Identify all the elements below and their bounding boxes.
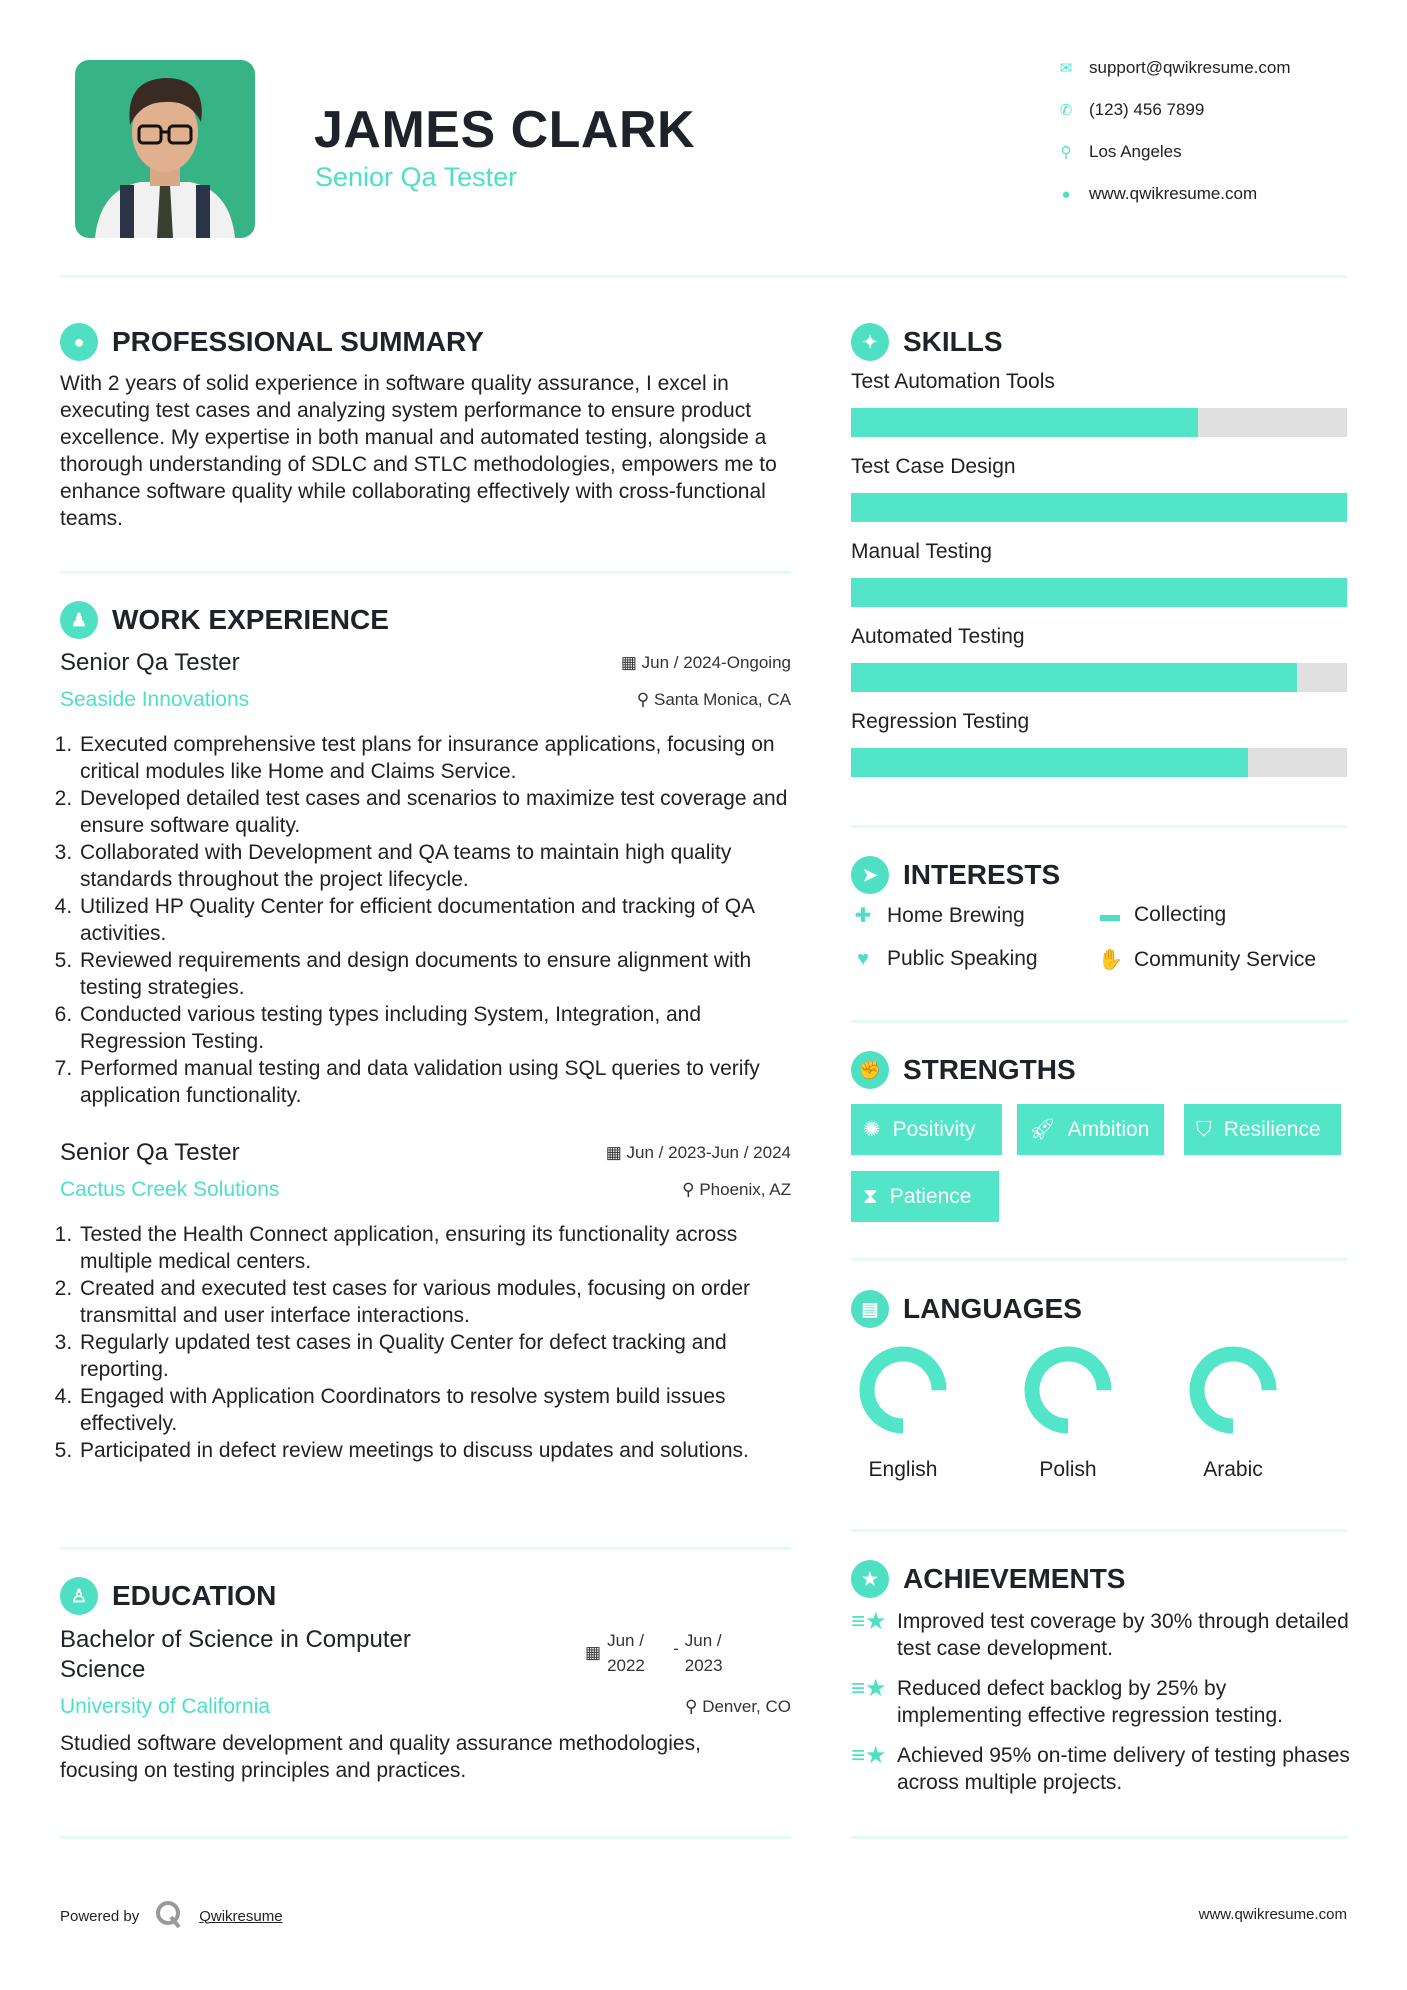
paper-plane-icon: ➤ <box>851 856 889 894</box>
star-icon: ≡★ <box>851 1675 887 1702</box>
sun-icon: ✺ <box>863 1118 881 1141</box>
divider <box>851 1020 1347 1023</box>
list-item: 5. Participated in defect review meetings to discuss updates and solutions. <box>78 1437 791 1464</box>
interest-item <box>851 947 1038 971</box>
divider <box>60 1836 791 1839</box>
archive-box-icon: ▬ <box>1100 903 1120 926</box>
skill-bar <box>851 408 1347 437</box>
skill-bar <box>851 493 1347 522</box>
interest-label: Public Speaking <box>887 947 1038 970</box>
job-entry <box>60 648 791 1109</box>
list-item: 4. Engaged with Application Coordinators to resolve system build issues effectively. <box>78 1383 791 1437</box>
skill-bar <box>851 748 1347 777</box>
skill-label: Manual Testing <box>851 540 992 563</box>
email-text: support@qwikresume.com <box>1089 58 1291 77</box>
skill-bar <box>851 663 1347 692</box>
contact-email[interactable] <box>1056 58 1291 78</box>
achievements-heading-text: ACHIEVEMENTS <box>903 1563 1126 1594</box>
interests-heading-text: INTERESTS <box>903 859 1061 890</box>
strength-tag <box>1184 1104 1341 1155</box>
language-name: Arabic <box>1203 1458 1263 1481</box>
job-location <box>637 690 791 710</box>
language-level-arc <box>1197 1354 1269 1426</box>
list-item: 2. Created and executed test cases for various modules, focusing on order transmittal and user interface interactions. <box>78 1275 791 1329</box>
job-date-text: Jun / 2024-Ongoing <box>641 653 791 672</box>
job-location <box>682 1180 791 1200</box>
interest-item <box>851 903 1025 928</box>
list-item: 3. Collaborated with Development and QA teams to maintain high quality standards throughout the project lifecycle. <box>78 839 791 893</box>
footer-website[interactable]: www.qwikresume.com <box>1198 1906 1347 1923</box>
interest-label: Collecting <box>1134 903 1227 926</box>
languages-heading-text: LANGUAGES <box>903 1293 1082 1324</box>
job-date <box>621 653 791 673</box>
divider <box>60 1547 791 1550</box>
calendar-icon: ▦ <box>585 1643 602 1662</box>
candidate-title: Senior Qa Tester <box>315 162 518 192</box>
list-item: 6. Conducted various testing types including System, Integration, and Regression Testing. <box>78 1001 791 1055</box>
language-level-arc <box>1032 1354 1104 1426</box>
calendar-icon: ▦ <box>605 1143 627 1162</box>
hand-icon: ✋ <box>1098 949 1123 971</box>
interest-label: Home Brewing <box>887 903 1025 927</box>
footer-powered <box>60 1900 283 1932</box>
fist-icon: ✊ <box>851 1051 889 1089</box>
company-name: Seaside Innovations <box>60 688 250 711</box>
divider <box>851 1529 1347 1532</box>
language-name: Polish <box>1039 1458 1097 1481</box>
star-badge-icon: ★ <box>851 1560 889 1598</box>
strength-label: Resilience <box>1223 1117 1321 1141</box>
skill-label: Test Automation Tools <box>851 370 1055 393</box>
list-item: 2. Developed detailed test cases and scenarios to maximize test coverage and ensure software quality. <box>78 785 791 839</box>
list-item: 1. Executed comprehensive test plans for insurance applications, focusing on critical modules like Home and Claims Service. <box>78 731 791 785</box>
skills-heading <box>851 323 1003 361</box>
start-date: Jun / 2022 <box>607 1631 645 1675</box>
map-pin-icon: ⚲ <box>1060 144 1072 161</box>
rocket-icon: 🚀︎ <box>1029 1117 1056 1141</box>
strength-tag <box>1017 1104 1164 1155</box>
skill-bar-fill <box>851 578 1347 607</box>
date-separator: - <box>673 1639 679 1658</box>
strength-tag <box>851 1104 1002 1155</box>
pin-icon: ⚲ <box>636 690 654 709</box>
achievement-item <box>851 1675 1351 1729</box>
skill-bar-fill <box>851 663 1297 692</box>
contact-website[interactable] <box>1056 184 1257 204</box>
language-level-ring <box>1183 1340 1283 1440</box>
profile-photo <box>75 60 255 238</box>
education-heading <box>60 1577 276 1615</box>
language-level-arc <box>867 1354 939 1426</box>
language-level-ring <box>853 1340 953 1440</box>
summary-heading <box>60 323 484 361</box>
list-item: 5. Reviewed requirements and design documents to ensure alignment with testing strategies. <box>78 947 791 1001</box>
language-name: English <box>868 1458 938 1481</box>
divider <box>851 825 1347 828</box>
interest-item <box>1098 947 1316 972</box>
job-location-text: Santa Monica, CA <box>653 690 791 709</box>
location-text: Los Angeles <box>1089 142 1182 161</box>
contact-location <box>1056 142 1182 162</box>
heartbeat-icon: ♥ <box>857 947 869 970</box>
job-entry <box>60 1138 791 1464</box>
powered-by-text: Powered by <box>60 1907 140 1925</box>
phone-icon: ✆ <box>1059 102 1073 119</box>
hourglass-icon: ⧗ <box>863 1184 878 1208</box>
skill-label: Test Case Design <box>851 455 1016 478</box>
job-date <box>606 1143 791 1163</box>
graduate-icon: ♙ <box>60 1577 98 1615</box>
strength-label: Positivity <box>892 1117 976 1141</box>
divider <box>851 1836 1347 1839</box>
lightbulb-icon: ✦ <box>851 323 889 361</box>
company-name: Cactus Creek Solutions <box>60 1178 280 1201</box>
skills-heading-text: SKILLS <box>903 326 1003 357</box>
star-icon: ≡★ <box>851 1608 887 1635</box>
education-heading-text: EDUCATION <box>112 1580 277 1611</box>
achievements-heading <box>851 1560 1125 1598</box>
envelope-icon: ✉ <box>1059 60 1073 77</box>
pin-icon: ⚲ <box>685 1697 703 1716</box>
skill-bar-fill <box>851 408 1198 437</box>
education-location <box>685 1697 791 1717</box>
strength-label: Ambition <box>1067 1117 1150 1141</box>
chair-icon: ♟ <box>60 601 98 639</box>
school-name: University of California <box>60 1695 271 1718</box>
education-location-text: Denver, CO <box>702 1697 791 1716</box>
contact-phone[interactable] <box>1056 100 1204 120</box>
work-heading <box>60 601 389 639</box>
achievement-text: Reduced defect backlog by 25% by implementing effective regression testing. <box>897 1677 1283 1727</box>
divider <box>60 571 791 574</box>
job-location-text: Phoenix, AZ <box>699 1180 791 1199</box>
interest-label: Community Service <box>1134 947 1317 971</box>
list-item: 3. Regularly updated test cases in Quality Center for defect tracking and reporting. <box>78 1329 791 1383</box>
header-divider <box>60 275 1347 278</box>
pin-icon: ⚲ <box>682 1180 700 1199</box>
job-duties <box>60 1221 791 1464</box>
strength-label: Patience <box>889 1184 972 1208</box>
skill-bar-fill <box>851 748 1248 777</box>
achievement-item <box>851 1608 1351 1662</box>
job-duties <box>60 731 791 1109</box>
qwikresume-link[interactable]: Qwikresume <box>199 1907 283 1925</box>
interest-item <box>1098 903 1226 927</box>
puzzle-icon: ✚ <box>854 905 872 927</box>
divider <box>851 1258 1347 1261</box>
summary-heading-text: PROFESSIONAL SUMMARY <box>112 326 484 357</box>
work-heading-text: WORK EXPERIENCE <box>112 604 389 635</box>
skill-bar-fill <box>851 493 1347 522</box>
list-item: 4. Utilized HP Quality Center for efficient documentation and tracking of QA activities. <box>78 893 791 947</box>
job-title: Senior Qa Tester <box>60 649 240 676</box>
achievement-text: Achieved 95% on-time delivery of testing phases across multiple projects. <box>897 1744 1350 1794</box>
website-text: www.qwikresume.com <box>1089 184 1258 203</box>
globe-icon: ● <box>1061 185 1071 203</box>
shield-icon: ⛉ <box>1196 1117 1212 1141</box>
achievement-text: Improved test coverage by 30% through detailed test case development. <box>897 1610 1349 1660</box>
interests-heading <box>851 856 1060 894</box>
degree: Bachelor of Science in Computer Science <box>60 1626 411 1683</box>
candidate-name: JAMES CLARK <box>314 101 696 159</box>
skill-label: Regression Testing <box>851 710 1030 733</box>
phone-text: (123) 456 7899 <box>1089 100 1205 119</box>
language-card-icon: ▤ <box>851 1290 889 1328</box>
job-title: Senior Qa Tester <box>60 1139 240 1166</box>
calendar-icon: ▦ <box>620 653 642 672</box>
strengths-heading-text: STRENGTHS <box>903 1054 1076 1085</box>
language-level-ring <box>1018 1340 1118 1440</box>
user-icon: ● <box>60 323 98 361</box>
end-date: Jun / 2023 <box>684 1631 723 1675</box>
strengths-heading <box>851 1051 1076 1089</box>
job-date-text: Jun / 2023-Jun / 2024 <box>626 1143 791 1162</box>
list-item: 7. Performed manual testing and data validation using SQL queries to verify application functionality. <box>78 1055 791 1109</box>
skill-label: Automated Testing <box>851 625 1025 648</box>
languages-heading <box>851 1290 1082 1328</box>
star-icon: ≡★ <box>851 1742 887 1769</box>
skill-bar <box>851 578 1347 607</box>
education-description: Studied software development and quality assurance methodologies, focusing on testing principles and practices. <box>60 1732 701 1782</box>
qwikresume-logo-icon <box>155 1900 183 1932</box>
achievement-item <box>851 1742 1351 1796</box>
education-dates <box>585 1628 745 1678</box>
list-item: 1. Tested the Health Connect application, ensuring its functionality across multiple medical centers. <box>78 1221 791 1275</box>
summary-text: With 2 years of solid experience in software quality assurance, I excel in executing test cases and analyzing system performance to ensure product excellence. My expertise in both manual and automated testing, alongside a thorough understanding of SDLC and STLC methodologies, empowers me to enhance software quality while collaborating effectively with cross-functional teams. <box>60 372 777 530</box>
strength-tag <box>851 1171 999 1222</box>
